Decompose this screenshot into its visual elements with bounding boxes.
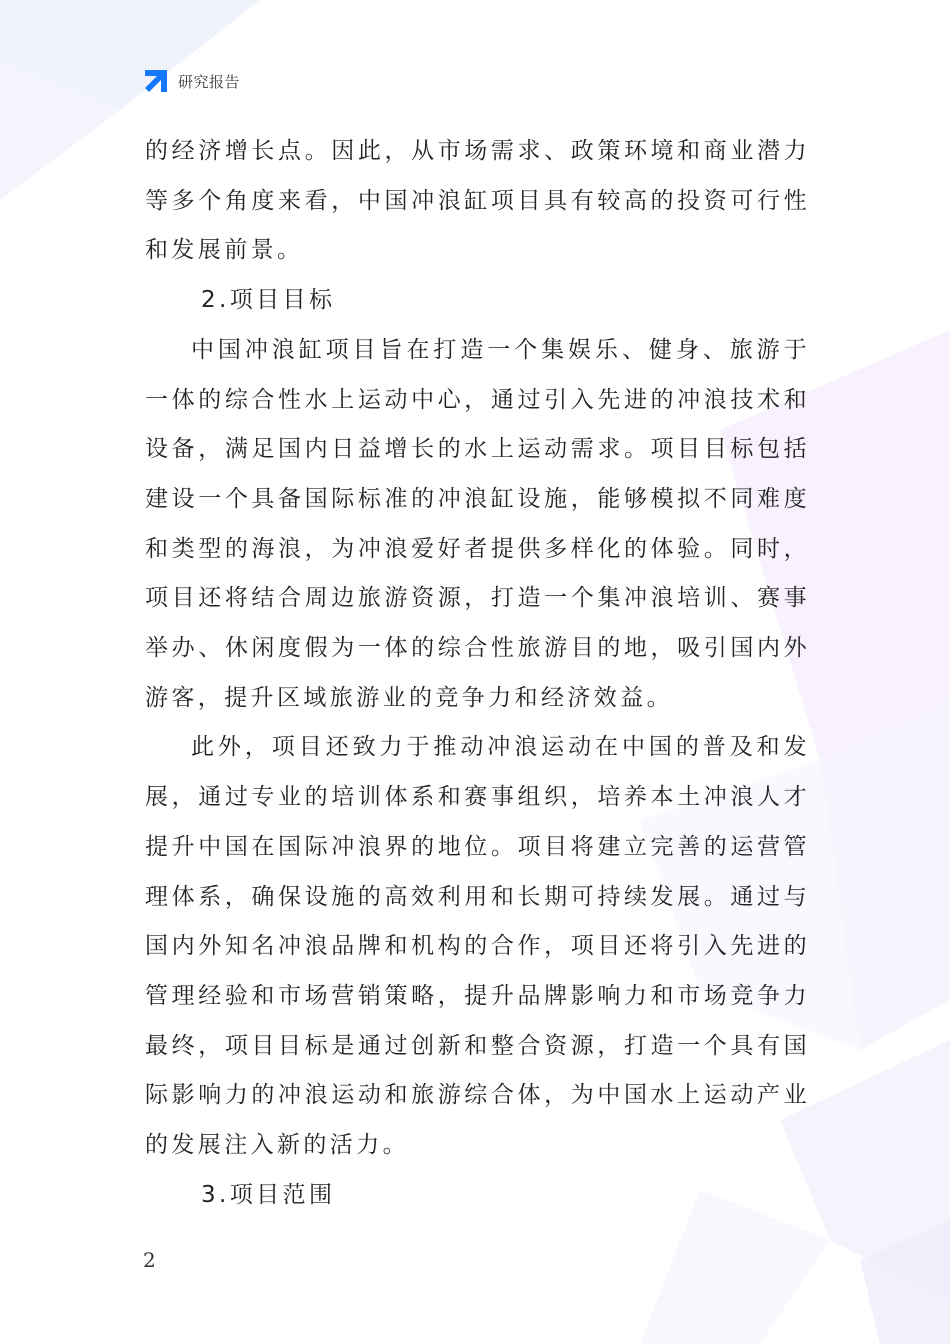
page-number: 2 xyxy=(143,1248,156,1272)
paragraph-additional-goals: 此外，项目还致力于推动冲浪运动在中国的普及和发展，通过专业的培训体系和赛事组织，培养本土冲浪人才提升中国在国际冲浪界的地位。项目将建立完善的运营管理体系，确保设施的高效利用和长期可持续发展。通过与国内外知名冲浪品牌和机构的合作，项目还将引入先进的管理经验和市场营销策略，提升品牌影响力和市场竞争力最终，项目目标是通过创新和整合资源，打造一个具有国际影响力的冲浪运动和旅游综合体，为中国水上运动产业的发展注入新的活力。 xyxy=(145,734,810,1159)
header-title: 研究报告 xyxy=(178,72,241,91)
section-heading-project-goals: 2.项目目标 xyxy=(201,287,336,314)
paragraph-project-goals: 中国冲浪缸项目旨在打造一个集娱乐、健身、旅游于一体的综合性水上运动中心，通过引入先进的冲浪技术和设备，满足国内日益增长的水上运动需求。项目目标包括建设一个具备国际标准的冲浪缸设施，能够模拟不同难度和类型的海浪，为冲浪爱好者提供多样化的体验。同时，项目还将结合周边旅游资源，打造一个集冲浪培训、赛事举办、休闲度假为一体的综合性旅游目的地，吸引国内外游客，提升区域旅游业的竞争力和经济效益。 xyxy=(145,336,810,711)
document-body xyxy=(145,127,810,1220)
report-header xyxy=(143,68,240,94)
brand-arrow-logo-icon xyxy=(143,68,169,94)
section-heading-project-scope: 3.项目范围 xyxy=(201,1181,336,1208)
paragraph-continuation: 的经济增长点。因此，从市场需求、政策环境和商业潜力等多个角度来看，中国冲浪缸项目具有较高的投资可行性和发展前景。 xyxy=(145,138,810,264)
